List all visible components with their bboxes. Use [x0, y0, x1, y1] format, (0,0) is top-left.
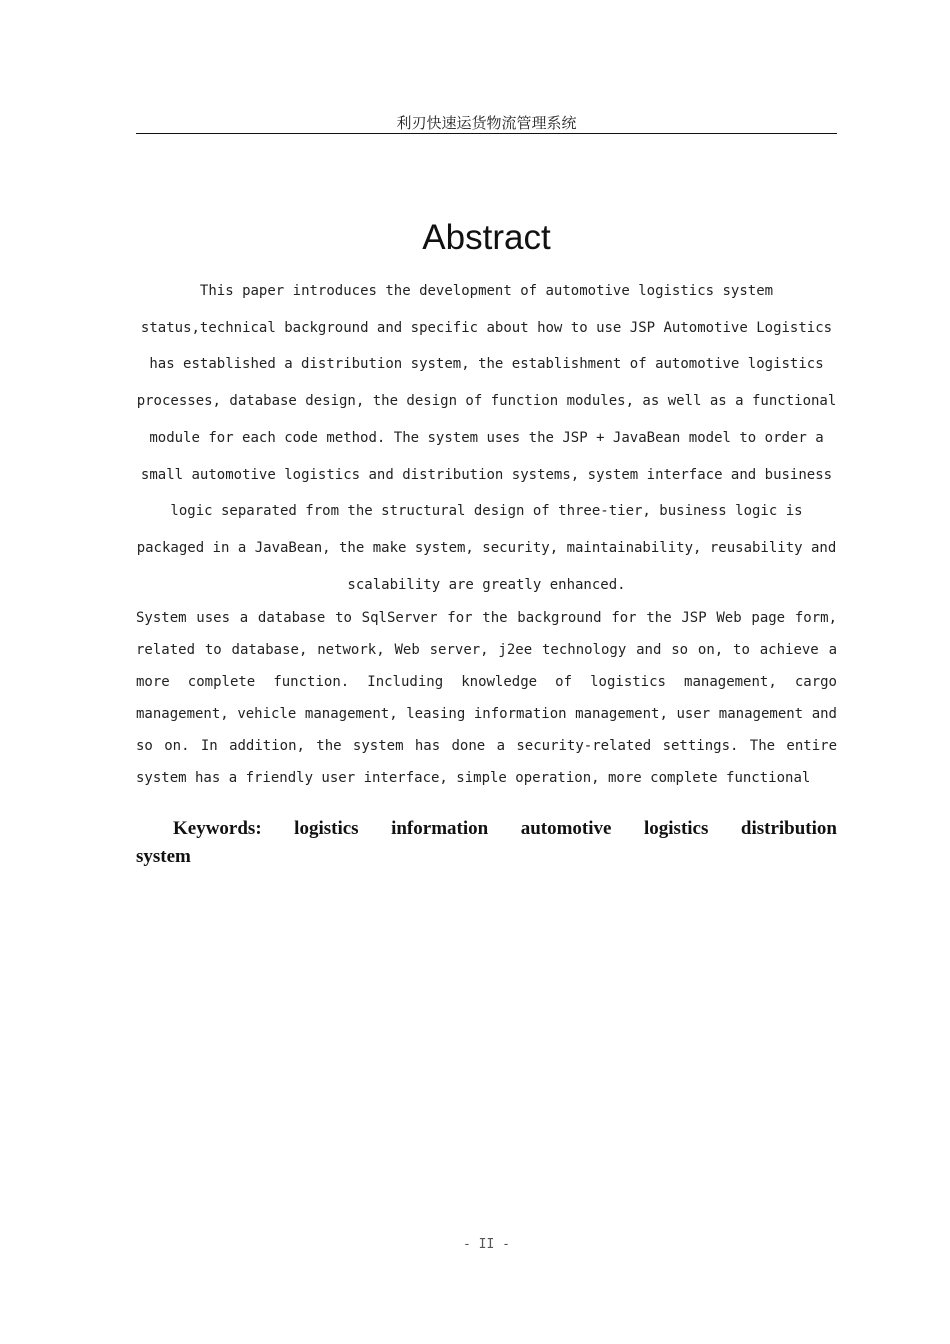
keywords-block: [136, 815, 837, 871]
abstract-line: System uses a database to SqlServer for the background for the JSP Web page form,: [136, 610, 837, 626]
abstract-line: more complete function. Including knowledge of logistics management, cargo: [136, 674, 837, 690]
abstract-line: has established a distribution system, the establishment of automotive logistics: [149, 356, 824, 373]
abstract-line: system has a friendly user interface, simple operation, more complete functional: [136, 770, 811, 786]
abstract-line: status,technical background and specific about how to use JSP Automotive Logistics: [140, 319, 833, 336]
abstract-line: small automotive logistics and distribution systems, system interface and business: [140, 466, 833, 483]
keywords-line: Keywords: logistics information automotive logistics distribution: [173, 818, 837, 839]
abstract-line: This paper introduces the development of automotive logistics system: [199, 283, 774, 299]
abstract-line: related to database, network, Web server, j2ee technology and so on, to achieve a: [136, 642, 837, 658]
page-title: Abstract: [422, 218, 551, 257]
abstract-line: processes, database design, the design of function modules, as well as a functional: [136, 393, 837, 410]
abstract-line: scalability are greatly enhanced.: [347, 576, 626, 593]
abstract-paragraph-1: [136, 273, 837, 603]
abstract-line: logic separated from the structural design of three-tier, business logic is: [170, 503, 803, 520]
abstract-line: module for each code method. The system uses the JSP + JavaBean model to order a: [149, 429, 824, 446]
abstract-paragraph-2: [136, 602, 837, 794]
running-header: 利刃快速运货物流管理系统: [396, 114, 577, 132]
abstract-line: packaged in a JavaBean, the make system, security, maintainability, reusability and: [136, 539, 837, 556]
abstract-line: management, vehicle management, leasing information management, user management and: [136, 706, 837, 722]
keywords-line: system: [136, 846, 191, 867]
abstract-line: so on. In addition, the system has done a security-related settings. The entire: [136, 738, 837, 754]
header-rule: [136, 133, 837, 134]
page-number: - II -: [463, 1237, 510, 1252]
